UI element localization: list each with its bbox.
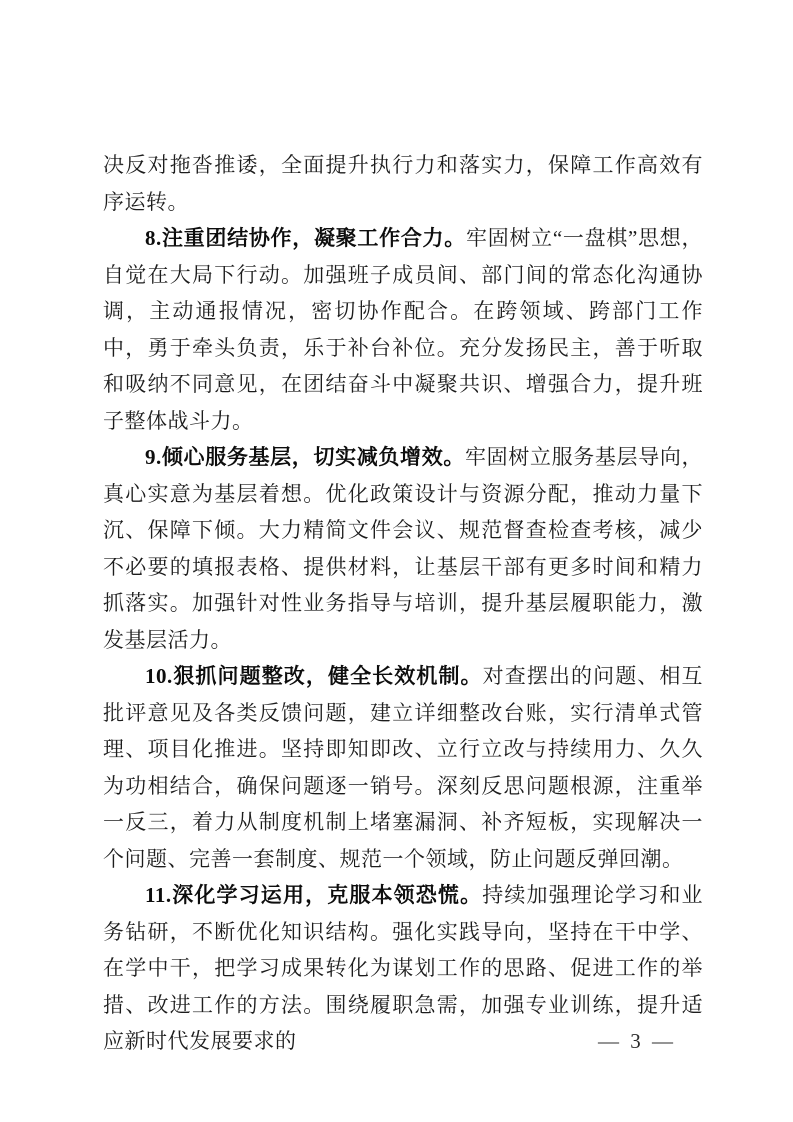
page-number: — 3 —	[598, 1029, 676, 1053]
paragraph-text: 持续加强理论学习和业务钻研，不断优化知识结构。强化实践导向，坚持在干中学、在学中干，把学习成果转化为谋划工作的思路、促进工作的举措、改进工作的方法。围绕履职急需，加强专业训练，提升适应新时代发展要求的	[103, 883, 704, 1053]
paragraph-item-10	[103, 658, 703, 877]
paragraph-text: 决反对拖沓推诿，全面提升执行力和落实力，保障工作高效有序运转。	[103, 153, 703, 214]
paragraph-heading: 8.注重团结协作，凝聚工作合力。	[145, 226, 466, 250]
paragraph-heading: 9.倾心服务基层，切实减负增效。	[145, 445, 465, 469]
paragraph-item-9	[103, 439, 703, 658]
paragraph-item-8	[103, 220, 703, 439]
paragraph-heading: 11.深化学习运用，克服本领恐慌。	[145, 883, 483, 907]
paragraph-text: 对查摆出的问题、相互批评意见及各类反馈问题，建立详细整改台账，实行清单式管理、项目化推进。坚持即知即改、立行立改与持续用力、久久为功相结合，确保问题逐一销号。深刻反思问题根源，注重举一反三，着力从制度机制上堵塞漏洞、补齐短板，实现解决一个问题、完善一套制度、规范一个领域，防止问题反弹回潮。	[103, 664, 703, 871]
document-body	[103, 147, 703, 1060]
paragraph-continuation	[103, 147, 703, 220]
paragraph-heading: 10.狠抓问题整改，健全长效机制。	[145, 664, 483, 688]
paragraph-text: 牢固树立“一盘棋”思想，自觉在大局下行动。加强班子成员间、部门间的常态化沟通协调，主动通报情况，密切协作配合。在跨领域、跨部门工作中，勇于牵头负责，乐于补台补位。充分发扬民主，善于听取和吸纳不同意见，在团结奋斗中凝聚共识、增强合力，提升班子整体战斗力。	[103, 226, 703, 433]
paragraph-text: 牢固树立服务基层导向，真心实意为基层着想。优化政策设计与资源分配，推动力量下沉、保障下倾。大力精简文件会议、规范督查检查考核，减少不必要的填报表格、提供材料，让基层干部有更多时间和精力抓落实。加强针对性业务指导与培训，提升基层履职能力，激发基层活力。	[103, 445, 703, 652]
